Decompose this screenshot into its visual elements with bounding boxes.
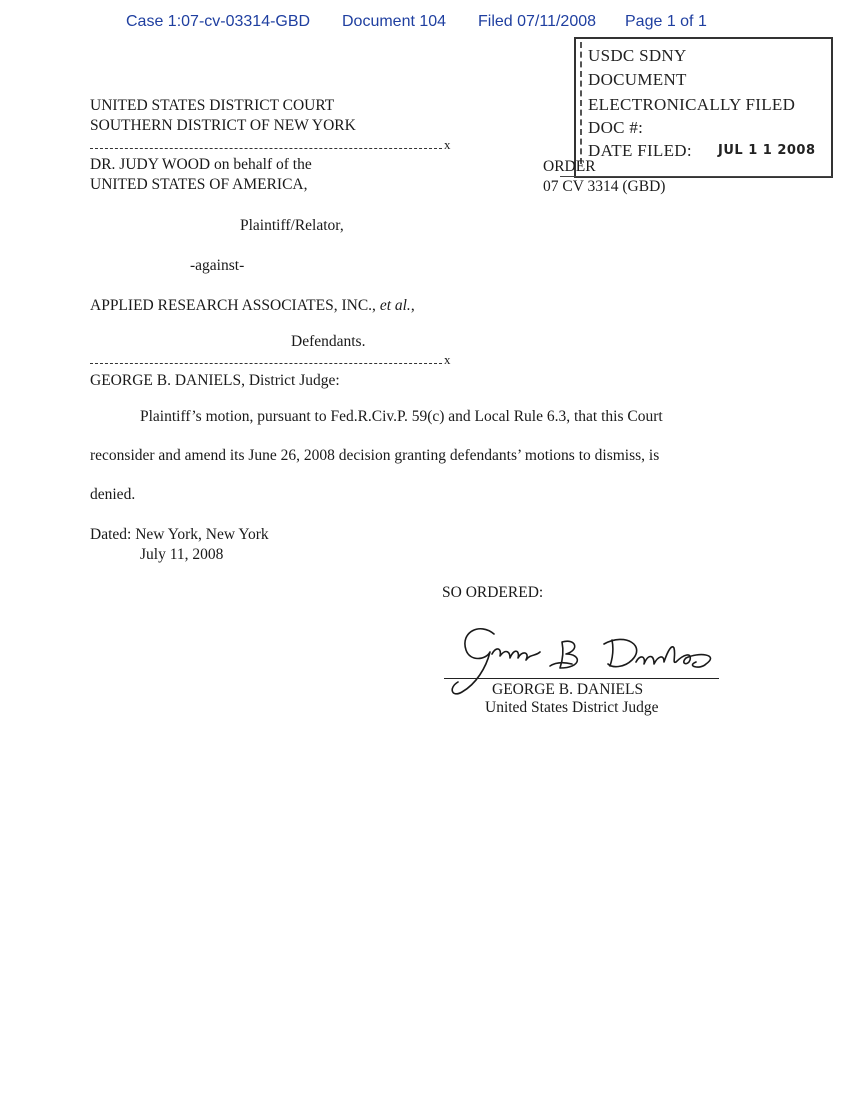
case-number: 07 CV 3314 (GBD)	[543, 178, 666, 195]
signature-line	[444, 678, 719, 679]
document-number-header: Document 104	[342, 13, 447, 30]
dated-location: Dated: New York, New York	[90, 526, 269, 543]
stamp-inner-border	[580, 42, 582, 164]
page-number-header: Page 1 of 1	[625, 13, 707, 30]
defendant-role: Defendants.	[291, 333, 366, 350]
court-name-line2: SOUTHERN DISTRICT OF NEW YORK	[90, 117, 356, 134]
judge-title: United States District Judge	[485, 699, 659, 716]
order-paragraph-line2: reconsider and amend its June 26, 2008 decision granting defendants’ motions to dismiss, is	[90, 447, 660, 464]
caption-divider-top	[90, 148, 442, 149]
case-number-header: Case 1:07-cv-03314-GBD	[126, 13, 311, 30]
judge-name: GEORGE B. DANIELS	[492, 681, 644, 698]
defendant-comma: ,	[410, 297, 415, 314]
order-title: ORDER	[543, 158, 596, 175]
stamp-document: DOCUMENT	[588, 70, 687, 89]
stamp-electronically-filed: ELECTRONICALLY FILED	[588, 95, 796, 114]
court-name-line1: UNITED STATES DISTRICT COURT	[90, 97, 335, 114]
filed-date-header: Filed 07/11/2008	[478, 13, 597, 30]
stamp-date-filed-value: JUL 1 1 2008	[718, 143, 816, 158]
defendant-company: APPLIED RESEARCH ASSOCIATES, INC.,	[90, 297, 380, 314]
defendant-name	[90, 296, 415, 316]
order-paragraph-line3: denied.	[90, 486, 136, 503]
judge-line: GEORGE B. DANIELS, District Judge:	[90, 372, 340, 389]
caption-divider-bottom	[90, 363, 442, 364]
stamp-usdc: USDC SDNY	[588, 46, 687, 65]
defendant-et-al: et al.	[379, 297, 411, 314]
plaintiff-line1: DR. JUDY WOOD on behalf of the	[90, 156, 312, 173]
plaintiff-role: Plaintiff/Relator,	[240, 217, 344, 234]
against-label: -against-	[190, 257, 245, 274]
so-ordered: SO ORDERED:	[442, 584, 544, 601]
dated-date: July 11, 2008	[140, 546, 224, 563]
plaintiff-line2: UNITED STATES OF AMERICA,	[90, 176, 308, 193]
stamp-date-filed-label: DATE FILED:	[588, 141, 692, 160]
caption-x-top: x	[444, 137, 451, 152]
caption-x-bottom: x	[444, 352, 451, 367]
stamp-doc-number: DOC #:	[588, 118, 644, 137]
order-paragraph-line1: Plaintiff’s motion, pursuant to Fed.R.Civ.P. 59(c) and Local Rule 6.3, that this Court	[140, 408, 663, 425]
